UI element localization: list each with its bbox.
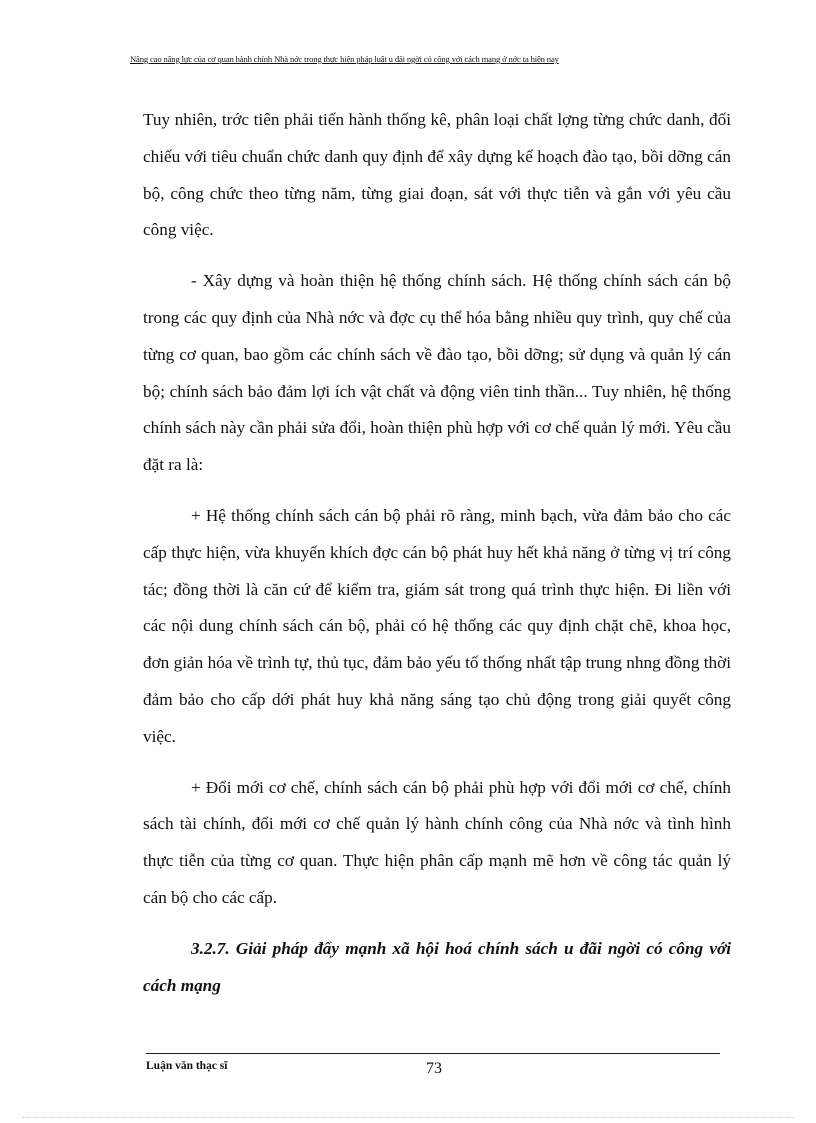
running-header: Nâng cao năng lực của cơ quan hành chính Nhà nớc trong thực hiện pháp luật u đãi ngời có công với cách mạng ở nớc ta hiện nay (130, 54, 559, 64)
page-number: 73 (426, 1060, 442, 1077)
body-paragraph-1: Tuy nhiên, trớc tiên phải tiến hành thống kê, phân loại chất lợng từng chức danh, đối chiếu với tiêu chuẩn chức danh quy định để xây dựng kế hoạch đào tạo, bồi dỡng cán bộ, công chức theo từng năm, từng giai đoạn, sát với thực tiễn và gắn với yêu cầu công việc. (143, 110, 731, 240)
footer-divider (146, 1053, 720, 1054)
body-paragraph-2: - Xây dựng và hoàn thiện hệ thống chính sách. Hệ thống chính sách cán bộ trong các quy định của Nhà nớc và đợc cụ thể hóa bằng nhiều quy trình, quy chế của từng cơ quan, bao gồm các chính sách về đào tạo, bồi dỡng; sử dụng và quản lý cán bộ; chính sách bảo đảm lợi ích vật chất và động viên tinh thần... Tuy nhiên, hệ thống chính sách này cần phải sửa đổi, hoàn thiện phù hợp với cơ chế quản lý mới. Yêu cầu đặt ra là: (143, 271, 731, 475)
body-paragraph-4: + Đổi mới cơ chế, chính sách cán bộ phải phù hợp với đổi mới cơ chế, chính sách tài chính, đổi mới cơ chế quản lý hành chính công của Nhà nớc và tình hình thực tiễn của từng cơ quan. Thực hiện phân cấp mạnh mẽ hơn về công tác quản lý cán bộ cho các cấp. (143, 777, 731, 907)
page-bottom-dotted-border (22, 1117, 794, 1118)
document-body (143, 102, 731, 1018)
footer-label: Luận văn thạc sĩ (146, 1060, 228, 1072)
body-paragraph-3: + Hệ thống chính sách cán bộ phải rõ ràng, minh bạch, vừa đảm bảo cho các cấp thực hiện, vừa khuyến khích đợc cán bộ phát huy hết khả năng ở từng vị trí công tác; đồng thời là căn cứ để kiểm tra, giám sát trong quá trình thực hiện. Đi liền với các nội dung chính sách cán bộ, phải có hệ thống các quy định chặt chẽ, khoa học, đơn giản hóa về trình tự, thủ tục, đảm bảo yếu tố thống nhất tập trung nhng đồng thời đảm bảo cho cấp dới phát huy khả năng sáng tạo chủ động trong giải quyết công việc. (143, 505, 731, 746)
section-heading: 3.2.7. Giải pháp đẩy mạnh xã hội hoá chính sách u đãi ngời có công với cách mạng (143, 938, 731, 995)
